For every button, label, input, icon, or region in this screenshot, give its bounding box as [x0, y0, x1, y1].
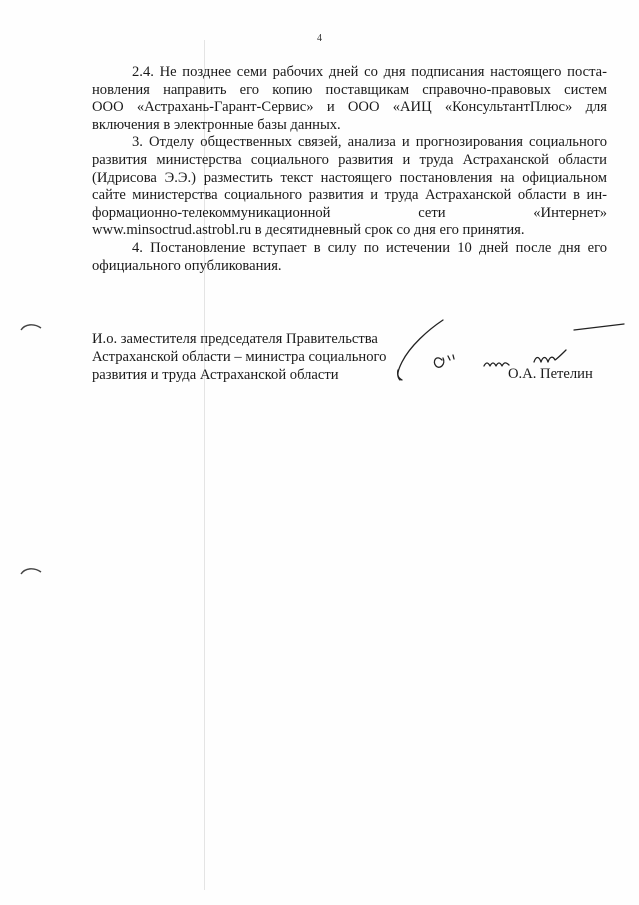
paragraph-2-4-line-3: ООО «Астрахань-Гарант-Сервис» и ООО «АИЦ «КонсультантПлюс» для — [92, 99, 607, 116]
paragraph-3-line-2: развития министерства социального развития и труда Астраханской области — [92, 151, 607, 168]
signer-name: О.А. Петелин — [508, 366, 593, 382]
signatory-position-line-3: развития и труда Астраханской области — [92, 367, 339, 383]
paragraph-3-line-5: формационно-телекоммуникационной сети «Интернет» — [92, 204, 607, 221]
page-number: 4 — [317, 33, 322, 44]
paragraph-3-line-4: сайте министерства социального развития и труда Астраханской области в ин- — [92, 187, 607, 204]
paragraph-3-line-1: 3. Отделу общественных связей, анализа и прогнозирования социального — [132, 134, 607, 151]
paragraph-2-4-line-1: 2.4. Не позднее семи рабочих дней со дня подписания настоящего поста- — [132, 64, 607, 80]
signatory-position — [92, 330, 386, 384]
paragraph-4-line-1: 4. Постановление вступает в силу по истечении 10 дней после дня его — [132, 239, 607, 256]
paragraph-2-4-line-4: включения в электронные базы данных. — [92, 116, 341, 133]
scan-margin-mark-icon — [20, 322, 42, 332]
paragraph-4-line-2: официального опубликования. — [92, 257, 282, 274]
document-body — [92, 64, 607, 275]
paragraph-3-line-6: www.minsoctrud.astrobl.ru в десятидневный срок со дня его принятия. — [92, 222, 525, 239]
signatory-position-line-1: И.о. заместителя председателя Правительства — [92, 331, 378, 347]
signatory-position-line-2: Астраханской области – министра социального — [92, 349, 387, 365]
scan-margin-mark-icon — [20, 566, 42, 576]
paragraph-3-line-3: (Идрисова Э.Э.) разместить текст настоящего постановления на официальном — [92, 169, 607, 186]
paragraph-2-4-line-2: новления направить его копию поставщикам справочно-правовых систем — [92, 81, 607, 98]
